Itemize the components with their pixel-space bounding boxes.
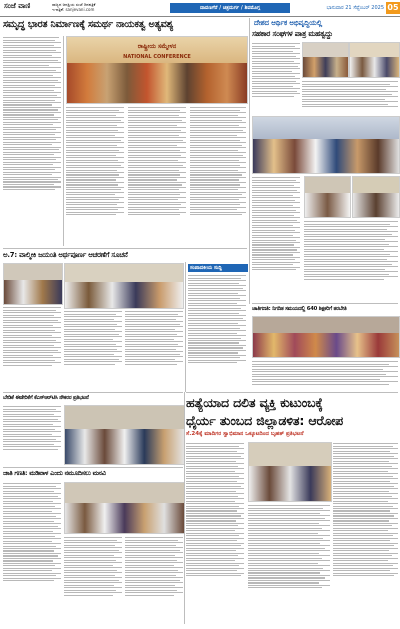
newspaper-logo: ಸಂಜೆ ವಾಣಿ bbox=[4, 2, 31, 10]
article-column-right-3 bbox=[252, 176, 300, 302]
cooperative-event-photo-1 bbox=[302, 42, 349, 78]
main-bottom-text-2 bbox=[248, 504, 330, 624]
article-column-3 bbox=[128, 106, 186, 246]
madivala-meeting-photo bbox=[64, 482, 185, 534]
article-column-4 bbox=[190, 106, 246, 246]
portrait-photo-2 bbox=[352, 176, 400, 218]
masthead-subtitle-line-2: ಇ-ಪತ್ರಿಕೆ: sanjevani.com bbox=[52, 7, 95, 12]
main-bottom-subhead: ಸೆ.24ಕ್ಕೆ ಮಾದಿಗರ ಸ್ವಾಭಿಮಾನ ಒಕ್ಕೂಟದಿಂದ ಬೃಹತ್ ಪ್ರತಿಭಟನೆ bbox=[186, 431, 304, 437]
masthead-subtitle-line-1: ರಾಜ್ಯದ ಜನಪ್ರಿಯ ಸಂಜೆ ದಿನಪತ್ರಿಕೆ bbox=[52, 2, 96, 7]
dateline: ಭಾನುವಾರ 21 ಸೆಪ್ಟೆಂಬರ್ 2025 bbox=[326, 5, 384, 11]
caste-census-text bbox=[252, 360, 398, 390]
lead-right-headline-1: ದೇಶದ ಆರ್ಥಿಕ ಅಭಿವೃದ್ಧಿಯಲ್ಲಿ bbox=[254, 18, 322, 27]
section-tabs: ದಾವಣಗೆರೆ / ಚಿತ್ರದುರ್ಗ / ಶಿವಮೊಗ್ಗ bbox=[170, 3, 290, 13]
lead-right-headline-2: ಸಹಕಾರ ಸಂಘಗಳ ಪಾತ್ರ ಮಹತ್ವದ್ದು bbox=[252, 29, 333, 38]
ksrtc-story-headline: ಬೇಡಿಕೆ ಈಡೇರಿಕೆಗೆ ಕೆಎಸ್‌ಆರ್‌ಟಿಸಿ ನೌಕರರ ಪ್ರತಿಭಟನೆ bbox=[3, 395, 89, 401]
madivala-article-text-3 bbox=[125, 536, 183, 624]
cooperative-event-photo-2 bbox=[349, 42, 400, 78]
portrait-photo-1 bbox=[304, 176, 351, 218]
main-bottom-headline-2: ಧೈರ್ಯ ತುಂಬದ ಜಿಲ್ಲಾಡಳಿತ: ಆರೋಪ bbox=[186, 413, 344, 428]
caste-census-photo bbox=[252, 316, 400, 358]
valmiki-event-photo bbox=[64, 263, 184, 309]
page-number: 05 bbox=[387, 3, 399, 12]
section-divider bbox=[252, 303, 398, 304]
banner-caption: NATIONAL CONFERENCE bbox=[123, 54, 191, 60]
main-bottom-headline-1: ಹತ್ಯೆಯಾದ ದಲಿತ ವ್ಯಕ್ತಿ ಕುಟುಂಬಕ್ಕೆ bbox=[186, 395, 323, 410]
main-bottom-text-1 bbox=[186, 442, 244, 624]
article-column-1 bbox=[3, 36, 61, 246]
ksrtc-article-text bbox=[3, 405, 61, 465]
valmiki-article-text-2 bbox=[64, 310, 122, 390]
column-divider bbox=[184, 392, 185, 624]
conference-photo-right bbox=[252, 116, 400, 174]
article-column-right-1 bbox=[252, 42, 300, 112]
valmiki-article-text-3 bbox=[125, 310, 183, 390]
editorial-box-label: ಸಂಪಾದಕೀಯ ಸುದ್ದಿ bbox=[188, 264, 248, 272]
valmiki-meeting-photo bbox=[3, 263, 63, 305]
dalit-protest-photo bbox=[248, 442, 332, 502]
column-divider bbox=[249, 18, 250, 304]
section-divider bbox=[3, 392, 183, 393]
madivala-article-text bbox=[3, 482, 61, 624]
section-divider bbox=[3, 248, 247, 249]
article-column-2 bbox=[66, 106, 124, 246]
madivala-story-headline: ಜಾತಿ ಗಣತಿ: ಮಡಿವಾಳ ಎಂದು ನಮೂದಿಸಲು ಮನವಿ bbox=[3, 470, 106, 477]
masthead-subtitle bbox=[52, 2, 144, 14]
section-divider bbox=[3, 467, 183, 468]
madivala-article-text-2 bbox=[64, 536, 122, 624]
column-divider bbox=[185, 262, 186, 392]
conference-banner-photo bbox=[66, 36, 248, 104]
banner-title: ರಾಷ್ಟ್ರೀಯ ಸಮ್ಮೇಳನ bbox=[137, 43, 177, 50]
main-bottom-text-3 bbox=[333, 442, 398, 624]
article-column-right-2 bbox=[302, 80, 398, 114]
valmiki-story-headline: ಅ.7: ವಾಲ್ಮೀಕಿ ಜಯಂತಿ ಅರ್ಥಪೂರ್ಣ ಆಚರಣೆಗೆ ಸೂಚನೆ bbox=[3, 251, 128, 259]
valmiki-article-text bbox=[3, 306, 61, 390]
lead-left-headline: ಸಮೃದ್ಧ ಭಾರತ ನಿರ್ಮಾಣಕ್ಕೆ ಸಮರ್ಥ ನಾಯಕತ್ವ ಅತ್ಯವಶ್ಯ bbox=[3, 19, 174, 30]
article-column-right-4 bbox=[304, 220, 398, 304]
column-divider bbox=[63, 36, 64, 246]
caste-census-headline: ಜಾತಿಗಣತಿ: ನಿಗದಿತ ಸಮಯದಲ್ಲಿ 640 ಶಿಕ್ಷಕರಿಗೆ ತರಬೇತಿ bbox=[252, 306, 347, 312]
section-divider bbox=[186, 392, 398, 393]
ksrtc-protest-photo bbox=[64, 405, 185, 465]
editorial-article-text bbox=[188, 274, 246, 392]
